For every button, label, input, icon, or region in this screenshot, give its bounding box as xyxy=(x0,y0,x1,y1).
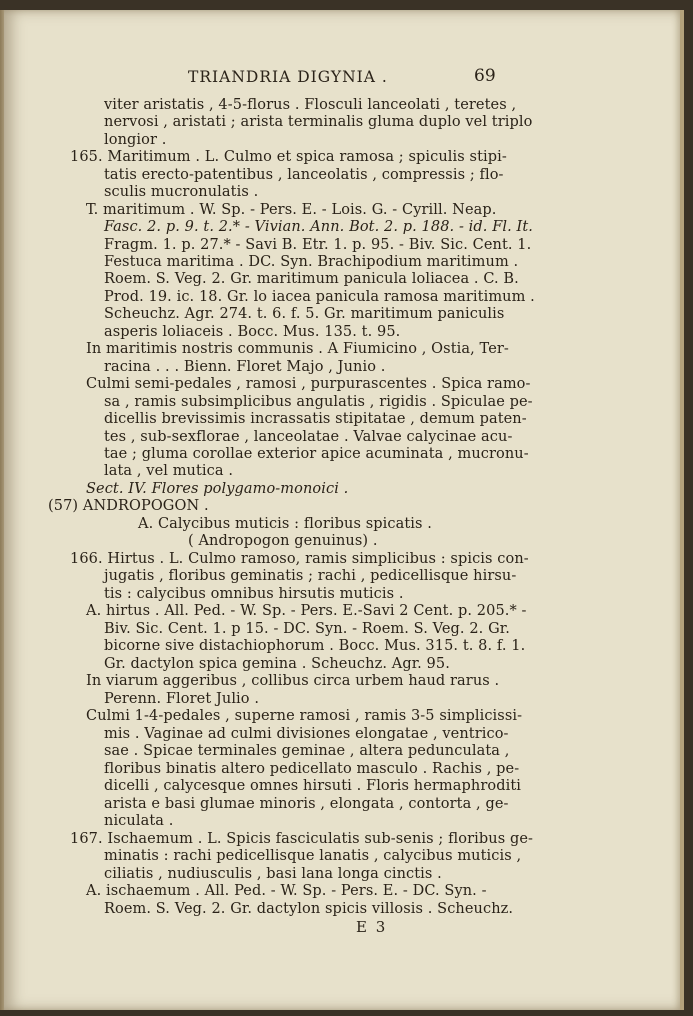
description-line: niculata . xyxy=(104,813,174,829)
description-line: mis . Vaginae ad culmi divisiones elongatae , ventrico- xyxy=(104,726,509,742)
habitat-line: Perenn. Floret Julio . xyxy=(104,691,260,707)
habitat-line: racina . . . Bienn. Floret Majo , Junio . xyxy=(104,359,386,375)
habitat-line: In viarum aggeribus , collibus circa urbem haud rarus . xyxy=(86,673,500,689)
subgenus-line: A. Calycibus muticis : floribus spicatis . xyxy=(138,516,432,532)
synonymy-line: Gr. dactylon spica gemina . Scheuchz. Agr. 95. xyxy=(104,656,450,672)
synonymy-line: Roem. S. Veg. 2. Gr. dactylon spicis villosis . Scheuchz. xyxy=(104,901,514,917)
synonymy-line: A. ischaemum . All. Ped. - W. Sp. - Pers. E. - DC. Syn. - xyxy=(86,883,487,899)
genus-heading: (57) ANDROPOGON . xyxy=(48,498,209,514)
description-line: floribus binatis altero pedicellato masculo . Rachis , pe- xyxy=(104,761,520,777)
description-line: Culmi 1-4-pedales , superne ramosi , ramis 3-5 simplicissi- xyxy=(86,708,523,724)
text-line: tis : calycibus omnibus hirsutis muticis . xyxy=(104,586,404,602)
text-line: tatis erecto-patentibus , lanceolatis , compressis ; flo- xyxy=(104,167,504,183)
text-line: longior . xyxy=(104,132,167,148)
species-entry-heading: 167. Ischaemum . L. Spicis fasciculatis sub-senis ; floribus ge- xyxy=(70,831,534,847)
text-line: nervosi , aristati ; arista terminalis gluma duplo vel triplo xyxy=(104,114,533,130)
description-line: sae . Spicae terminales geminae , altera pedunculata , xyxy=(104,743,510,759)
synonymy-line: Festuca maritima . DC. Syn. Brachipodium maritimum . xyxy=(104,254,519,270)
text-line: minatis : rachi pedicellisque lanatis , calycibus muticis , xyxy=(104,848,522,864)
description-line: arista e basi glumae minoris , elongata , contorta , ge- xyxy=(104,796,509,812)
synonymy-line: Fasc. 2. p. 9. t. 2.* - Vivian. Ann. Bot. 2. p. 188. - id. Fl. It. xyxy=(104,219,533,235)
synonymy-line: Scheuchz. Agr. 274. t. 6. f. 5. Gr. maritimum paniculis xyxy=(104,306,505,322)
page-number: 69 xyxy=(474,66,496,86)
synonymy-line: Roem. S. Veg. 2. Gr. maritimum panicula loliacea . C. B. xyxy=(104,271,519,287)
description-line: sa , ramis subsimplicibus angulatis , rigidis . Spiculae pe- xyxy=(104,394,533,410)
text-line: jugatis , floribus geminatis ; rachi , pedicellisque hirsu- xyxy=(104,568,517,584)
running-title: TRIANDRIA DIGYNIA . xyxy=(188,68,388,86)
description-line: dicelli , calycesque omnes hirsuti . Floris hermaphroditi xyxy=(104,778,521,794)
synonymy-line: Prod. 19. ic. 18. Gr. lo iacea panicula ramosa maritimum . xyxy=(104,289,535,305)
synonymy-line: T. maritimum . W. Sp. - Pers. E. - Lois. G. - Cyrill. Neap. xyxy=(86,202,497,218)
description-line: tes , sub-sexflorae , lanceolatae . Valvae calycinae acu- xyxy=(104,429,513,445)
description-line: tae ; gluma corollae exterior apice acuminata , mucronu- xyxy=(104,446,529,462)
subgenus-line: ( Andropogon genuinus) . xyxy=(188,533,378,549)
species-entry-heading: 165. Maritimum . L. Culmo et spica ramosa ; spiculis stipi- xyxy=(70,149,507,165)
habitat-line: In maritimis nostris communis . A Fiumicino , Ostia, Ter- xyxy=(86,341,509,357)
synonymy-line: asperis loliaceis . Bocc. Mus. 135. t. 95. xyxy=(104,324,401,340)
synonymy-line: Biv. Sic. Cent. 1. p 15. - DC. Syn. - Roem. S. Veg. 2. Gr. xyxy=(104,621,510,637)
text-line: viter aristatis , 4-5-florus . Flosculi lanceolati , teretes , xyxy=(104,97,517,113)
synonymy-line: Fragm. 1. p. 27.* - Savi B. Etr. 1. p. 95. - Biv. Sic. Cent. 1. xyxy=(104,237,532,253)
description-line: lata , vel mutica . xyxy=(104,463,234,479)
text-line: ciliatis , nudiusculis , basi lana longa cinctis . xyxy=(104,866,442,882)
description-line: Culmi semi-pedales , ramosi , purpurascentes . Spica ramo- xyxy=(86,376,531,392)
text-line: sculis mucronulatis . xyxy=(104,184,259,200)
section-heading: Sect. IV. Flores polygamo-monoici . xyxy=(86,481,349,497)
description-line: dicellis brevissimis incrassatis stipitatae , demum paten- xyxy=(104,411,527,427)
synonymy-line: A. hirtus . All. Ped. - W. Sp. - Pers. E.-Savi 2 Cent. p. 205.* - xyxy=(86,603,527,619)
signature-mark: E 3 xyxy=(356,918,388,936)
species-entry-heading: 166. Hirtus . L. Culmo ramoso, ramis simplicibus : spicis con- xyxy=(70,551,529,567)
synonymy-line: bicorne sive distachiophorum . Bocc. Mus. 315. t. 8. f. 1. xyxy=(104,638,526,654)
